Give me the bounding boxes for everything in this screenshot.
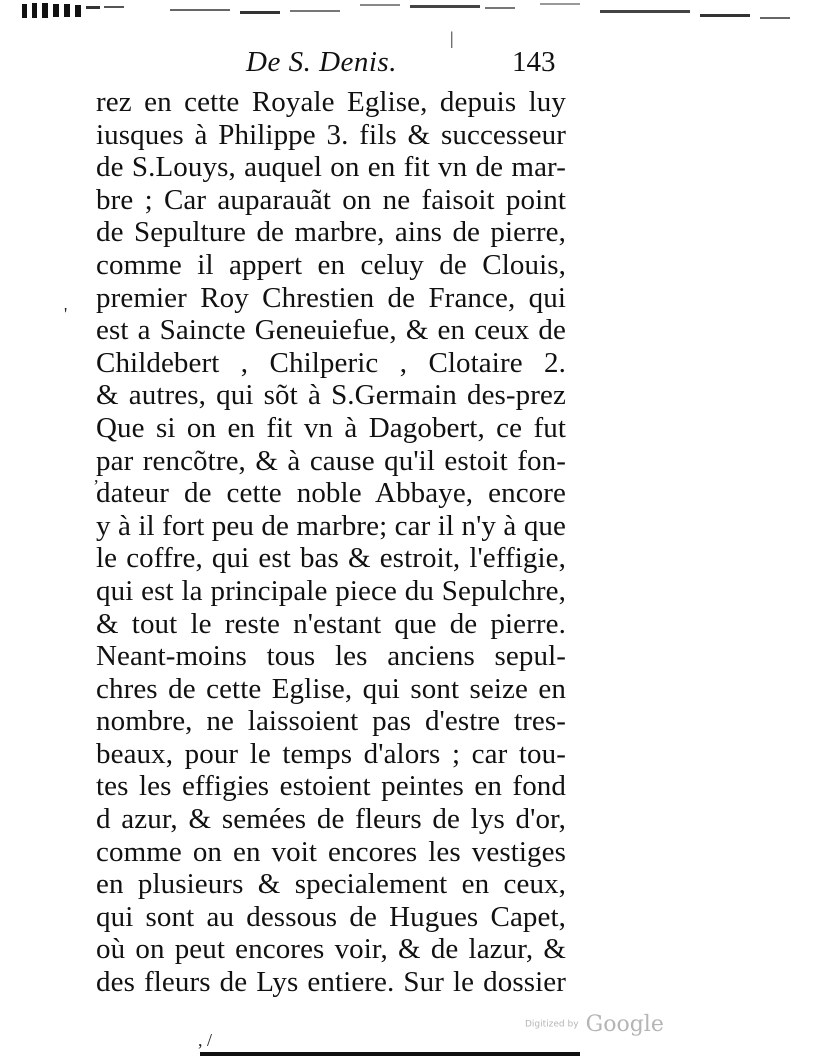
stray-ink-mark: , / (198, 1030, 213, 1050)
stray-ink-mark: ' (64, 304, 68, 324)
text-line: Neant-moins tous les anciens sepul- (96, 640, 566, 673)
text-line: le coffre, qui est bas & estroit, l'effigie, (96, 542, 566, 575)
page-number: 143 (512, 46, 556, 78)
digitized-label: Digitized by (525, 1019, 579, 1030)
text-line: où on peut encores voir, & de lazur, & (96, 933, 566, 966)
text-line: d azur, & semées de fleurs de lys d'or, (96, 803, 566, 836)
text-line: & tout le reste n'estant que de pierre. (96, 607, 566, 640)
text-line: en plusieurs & specialement en ceux, (96, 868, 566, 901)
text-line: qui est la principale piece du Sepulchre, (96, 574, 566, 607)
text-line: de Sepulture de marbre, ains de pierre, (96, 216, 566, 249)
text-line: bre ; Car auparauãt on ne faisoit point (96, 183, 566, 216)
text-line: nombre, ne laissoient pas d'estre tres- (96, 705, 566, 738)
text-line: est a Saincte Geneuiefue, & en ceux de (96, 314, 566, 347)
text-line: tes les effigies estoient peintes en fond (96, 770, 566, 803)
text-line: comme on en voit encores les vestiges (96, 835, 566, 868)
scan-noise-top (0, 0, 823, 30)
text-line: premier Roy Chrestien de France, qui (96, 281, 566, 314)
stray-ink-mark: | (450, 28, 454, 48)
stray-ink-mark: , (94, 466, 99, 486)
text-line: rez en cette Royale Eglise, depuis luy (96, 86, 566, 118)
text-line: y à il fort peu de marbre; car il n'y à que (96, 509, 566, 542)
running-head: De S. Denis. (246, 46, 397, 78)
text-line: Que si on en fit vn à Dagobert, ce fut (96, 411, 566, 444)
text-line: Childebert , Chilperic , Clotaire 2. (96, 346, 566, 379)
body-text (96, 86, 566, 999)
text-line: des fleurs de Lys entiere. Sur le dossier (96, 966, 566, 999)
text-line: comme il appert en celuy de Clouis, (96, 248, 566, 281)
text-line: qui sont au dessous de Hugues Capet, (96, 900, 566, 933)
text-line: dateur de cette noble Abbaye, encore (96, 477, 566, 510)
text-line: & autres, qui sõt à S.Germain des-prez (96, 379, 566, 412)
text-line: par rencõtre, & à cause qu'il estoit fon- (96, 444, 566, 477)
text-line: chres de cette Eglise, qui sont seize en (96, 672, 566, 705)
text-line: de S.Louys, auquel on en fit vn de mar- (96, 151, 566, 184)
text-line: beaux, pour le temps d'alors ; car tou- (96, 737, 566, 770)
bottom-edge-shadow (200, 1052, 580, 1056)
text-line: iusques à Philippe 3. fils & successeur (96, 118, 566, 151)
google-wordmark: Google (585, 1012, 664, 1037)
page-header (0, 46, 823, 82)
digitized-by-google-watermark (525, 1012, 664, 1037)
